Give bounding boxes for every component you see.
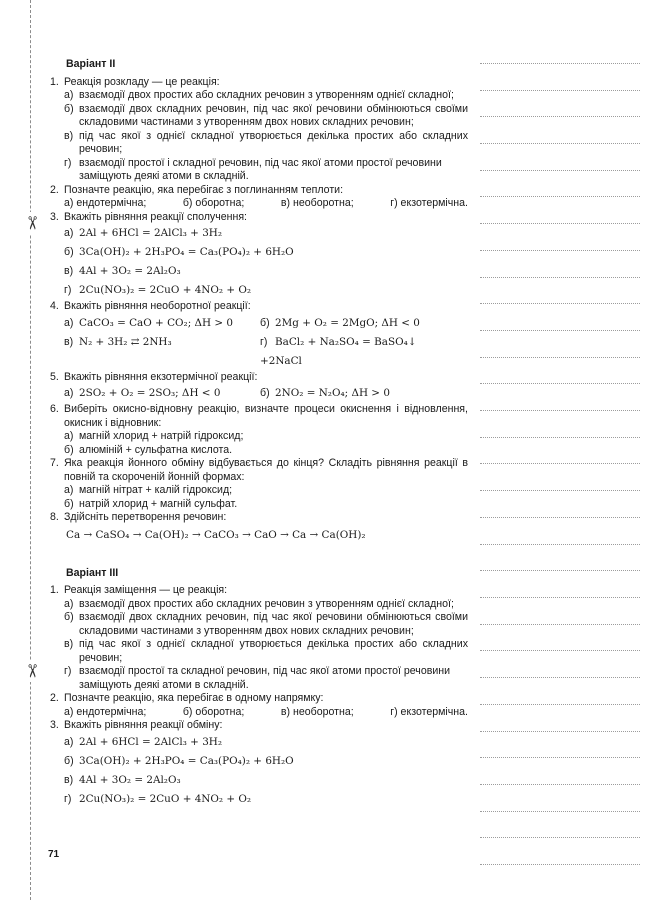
equation-option: а) CaCO₃ = CaO + CO₂; ΔH > 0 xyxy=(64,316,233,329)
answer-options-row xyxy=(50,197,468,211)
answer-options-row xyxy=(50,706,468,720)
variant-title: Варіант ІІІ xyxy=(66,566,119,579)
question-2: 2. Позначте реакцію, яка перебігає в одному напрямку: xyxy=(50,692,324,704)
answer-option: г) взаємодії простої та складної речовин, під час якої атоми простої речовини заміщують деякі атоми в складній. xyxy=(64,665,451,691)
equation-option: б) 2Mg + O₂ = 2MgO; ΔH < 0 xyxy=(260,316,420,329)
question-8: 8. Здійсніть перетворення речовин: xyxy=(50,511,227,523)
note-line xyxy=(480,116,640,117)
note-line xyxy=(480,437,640,438)
note-line xyxy=(480,90,640,91)
answer-option: г) екзотермічна. xyxy=(390,705,468,718)
note-line xyxy=(480,864,640,865)
answer-option: б) взаємодії двох складних речовин, під час якої речовини обмінюються своїми складовими частинами з утворенням двох нових складних речовин; xyxy=(64,102,468,128)
answer-option: г) взаємодії простої і складної речовин, під час якої атоми простої речовини заміщують деякі атоми в складній. xyxy=(64,156,442,182)
transformation-chain: Ca → CaSO₄ → Ca(OH)₂ → CaCO₃ → CaO → Ca → Ca(OH)₂ xyxy=(66,528,366,541)
answer-option: а) взаємодії двох простих або складних речовин з утворенням однієї складної; xyxy=(64,597,454,610)
equation-option: г) 2Cu(NO₃)₂ = 2CuO + 4NO₂ + O₂ xyxy=(64,284,252,296)
page-number: 71 xyxy=(48,849,60,860)
answer-option: в) під час якої з однієї складної утворюється декілька простих або складних речовин; xyxy=(64,129,468,155)
note-line xyxy=(480,677,640,678)
equation-option: г) 2Cu(NO₃)₂ = 2CuO + 4NO₂ + O₂ xyxy=(64,792,252,805)
answer-option: а) ендотермічна; xyxy=(64,197,147,209)
note-line xyxy=(480,517,640,518)
answer-option: а) магній нітрат + калій гідроксид; xyxy=(64,484,233,496)
note-line xyxy=(480,837,640,838)
equation-option: а) 2SO₂ + O₂ = 2SO₃; ΔH < 0 xyxy=(64,387,221,399)
equation-row xyxy=(50,333,468,371)
answer-option: б) оборотна; xyxy=(182,705,245,718)
answer-option: а) ендотермічна; xyxy=(64,705,147,718)
note-line xyxy=(480,357,640,358)
note-lines xyxy=(480,0,640,900)
answer-option: б) взаємодії двох складних речовин, під час якої речовини обмінюються своїми складовими частинами з утворенням двох нових складних речовин; xyxy=(64,611,468,637)
answer-option: г) екзотермічна. xyxy=(390,197,468,209)
answer-option: в) необоротна; xyxy=(280,705,354,718)
note-line xyxy=(480,330,640,331)
equation-option: б) 3Ca(OH)₂ + 2H₃PO₄ = Ca₃(PO₄)₂ + 6H₂O xyxy=(64,246,294,258)
question-2: 2. Позначте реакцію, яка перебігає з поглинанням теплоти: xyxy=(50,183,344,196)
answer-option: а) магній хлорид + натрій гідроксид; xyxy=(64,430,244,442)
question-3: 3. Вкажіть рівняння реакції обміну: xyxy=(50,719,223,731)
note-line xyxy=(480,383,640,384)
note-line xyxy=(480,277,640,278)
note-line xyxy=(480,624,640,625)
cut-line xyxy=(30,0,31,900)
test-content xyxy=(50,58,468,809)
equation-row xyxy=(50,314,468,333)
note-line xyxy=(480,223,640,224)
equation-option: в) 4Al + 3O₂ = 2Al₂O₃ xyxy=(64,265,181,277)
answer-option: в) необоротна; xyxy=(280,197,354,209)
note-line xyxy=(480,490,640,491)
scissors-icon: ✂ xyxy=(20,660,42,682)
note-line xyxy=(480,757,640,758)
note-line xyxy=(480,463,640,464)
equation-option: г) BaCl₂ + Na₂SO₄ = BaSO₄↓ +2NaCl xyxy=(260,335,417,367)
equation-option: а) 2Al + 6HCl = 2AlCl₃ + 3H₂ xyxy=(64,227,223,239)
note-line xyxy=(480,143,640,144)
note-line xyxy=(480,704,640,705)
note-line xyxy=(480,250,640,251)
answer-option: в) під час якої з однієї складної утворюється декілька простих або складних речовин; xyxy=(64,638,468,664)
variant-title: Варіант ІІ xyxy=(66,58,116,70)
question-3: 3. Вкажіть рівняння реакції сполучення: xyxy=(50,210,248,223)
note-line xyxy=(480,784,640,785)
note-line xyxy=(480,170,640,171)
question-6: 6. Виберіть окисно-відновну реакцію, визначте процеси окиснення і відновлення, окисник і відновник: xyxy=(50,403,468,429)
answer-option: б) натрій хлорид + магній сульфат. xyxy=(64,497,238,510)
equation-option: а) 2Al + 6HCl = 2AlCl₃ + 3H₂ xyxy=(64,735,223,748)
equation-option: в) 4Al + 3O₂ = 2Al₂O₃ xyxy=(64,773,181,786)
note-line xyxy=(480,570,640,571)
question-1: 1. Реакція розкладу — це реакція: xyxy=(50,75,220,88)
note-line xyxy=(480,303,640,304)
answer-option: б) алюміній + сульфатна кислота. xyxy=(64,443,233,456)
note-line xyxy=(480,811,640,812)
answer-option: а) взаємодії двох простих або складних речовин з утворенням однієї складної; xyxy=(64,89,454,101)
question-4: 4. Вкажіть рівняння необоротної реакції: xyxy=(50,300,251,312)
equation-row xyxy=(50,384,468,403)
note-line xyxy=(480,544,640,545)
answer-option: б) оборотна; xyxy=(182,197,245,209)
note-line xyxy=(480,410,640,411)
note-line xyxy=(480,650,640,651)
equation-option: б) 3Ca(OH)₂ + 2H₃PO₄ = Ca₃(PO₄)₂ + 6H₂O xyxy=(64,754,294,767)
equation-option: в) N₂ + 3H₂ ⇄ 2NH₃ xyxy=(64,335,172,348)
note-line xyxy=(480,196,640,197)
question-1: 1. Реакція заміщення — це реакція: xyxy=(50,584,228,596)
note-line xyxy=(480,597,640,598)
scissors-icon: ✂ xyxy=(20,212,42,234)
equation-option: б) 2NO₂ = N₂O₄; ΔH > 0 xyxy=(260,387,390,399)
question-5: 5. Вкажіть рівняння екзотермічної реакції: xyxy=(50,370,258,383)
note-line xyxy=(480,63,640,64)
question-7: 7. Яка реакція йонного обміну відбувається до кінця? Складіть рівняння реакції в повній та скороченій йонній формах: xyxy=(50,457,468,483)
note-line xyxy=(480,731,640,732)
